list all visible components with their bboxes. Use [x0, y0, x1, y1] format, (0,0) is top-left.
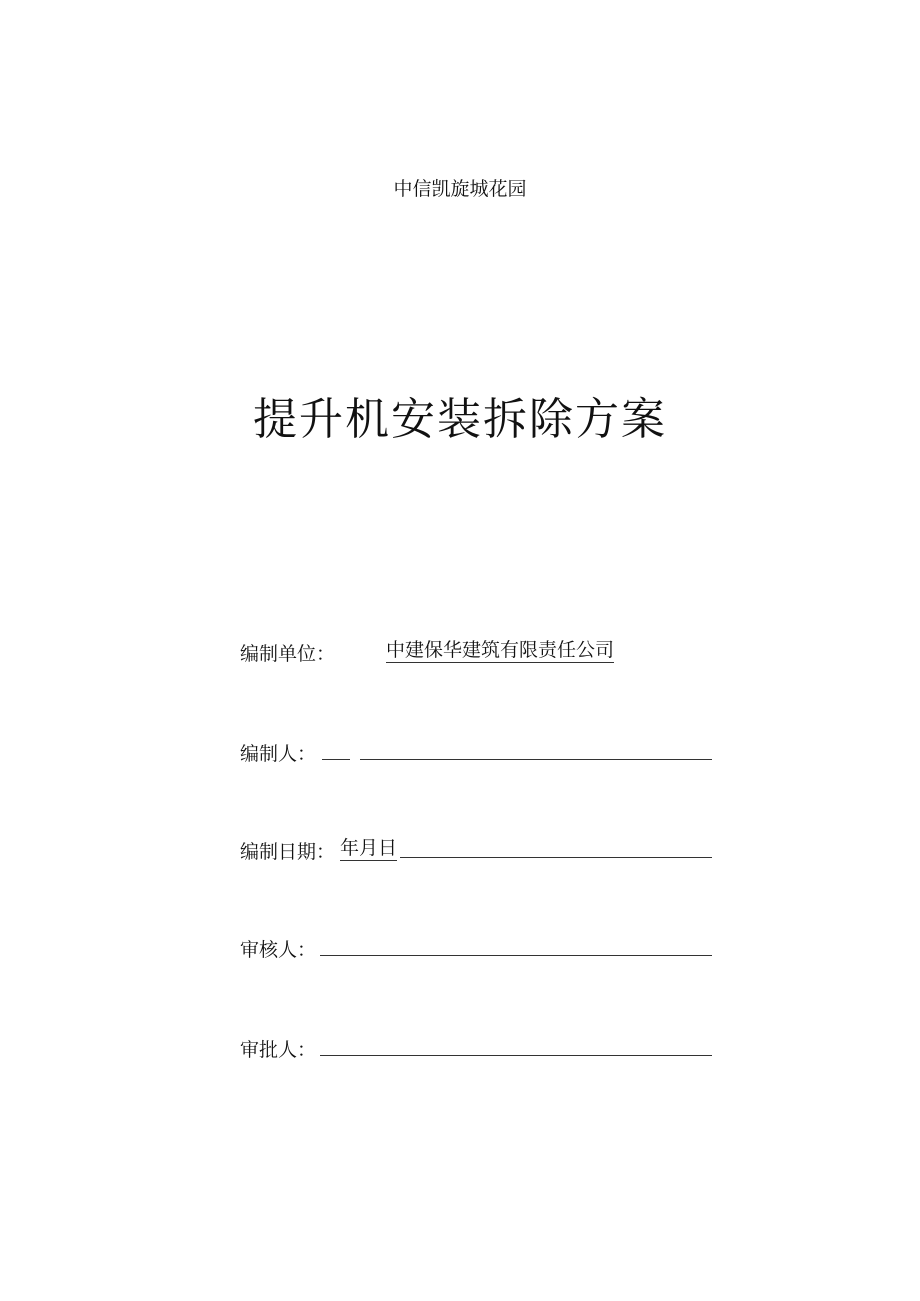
date-line: [400, 857, 712, 858]
reviewer-line: [320, 955, 712, 956]
approver-line: [320, 1055, 712, 1056]
author-line: [360, 759, 712, 760]
document-title: 提升机安装拆除方案: [253, 394, 667, 445]
author-line-short: [322, 759, 350, 760]
reviewer-label: 审核人：: [240, 939, 317, 961]
project-name: 中信凯旋城花园: [393, 178, 527, 200]
unit-value: 中建保华建筑有限责任公司: [386, 639, 615, 661]
date-label: 编制日期：: [240, 841, 336, 863]
unit-label: 编制单位：: [240, 643, 336, 665]
approver-label: 审批人：: [240, 1039, 317, 1061]
author-label: 编制人：: [240, 743, 317, 765]
date-value: 年月日: [340, 837, 398, 859]
